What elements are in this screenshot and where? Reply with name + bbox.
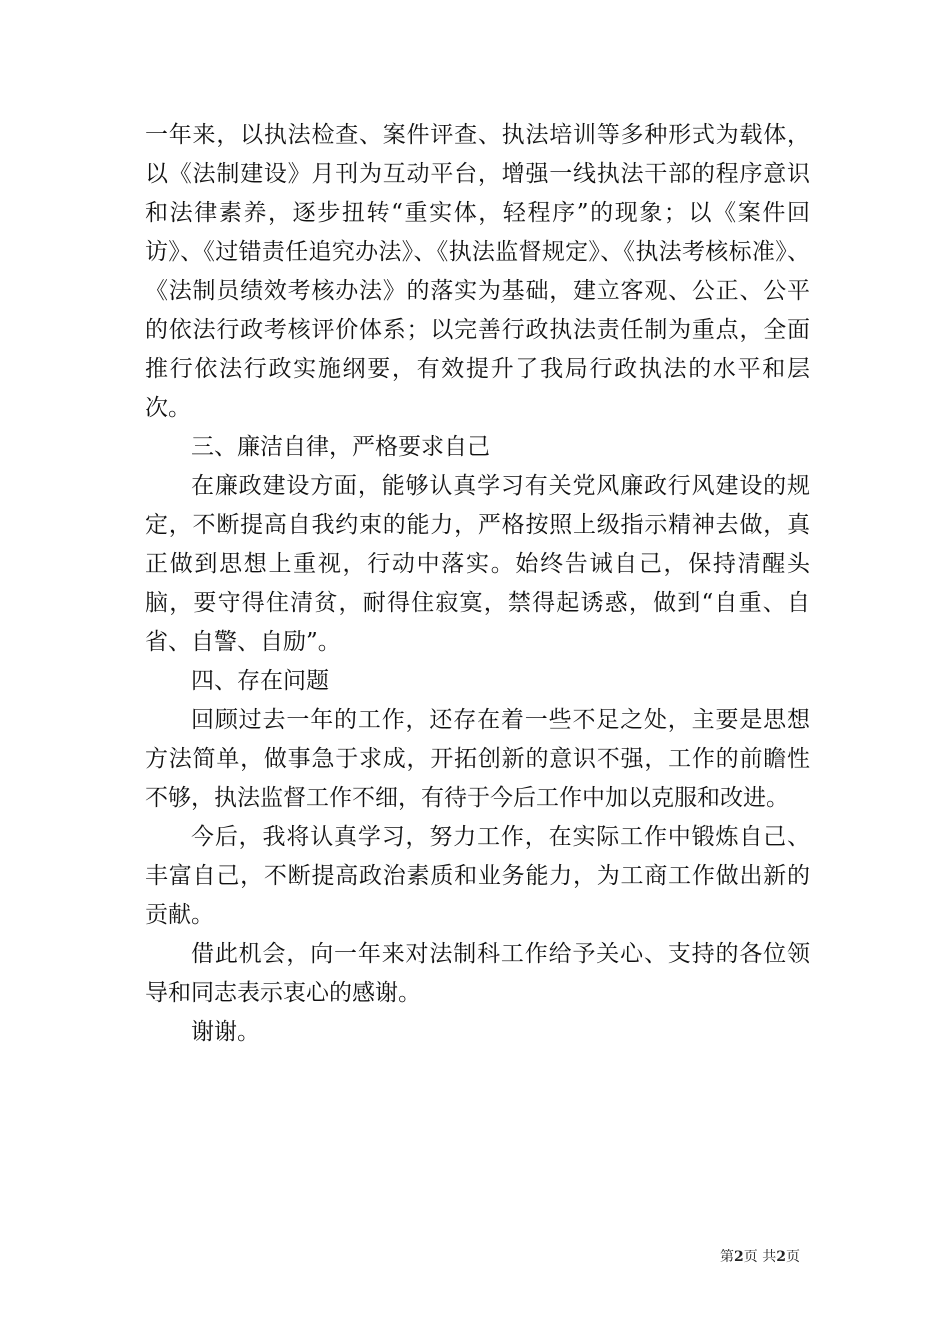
closing-thanks: 谢谢。 (191, 1019, 260, 1045)
paragraph-2: 在廉政建设方面，能够认真学习有关党风廉政行风建设的规定，不断提高自我约束的能力，严格按照上级指示精神去做，真正做到思想上重视，行动中落实。始终告诫自己，保持清醒头脑，要守得住清贫，耐得住寂寞，禁得起诱惑，做到“自重、自省、自警、自励”。 (145, 473, 810, 655)
footer-current-page: 2 (734, 1249, 744, 1265)
paragraph-5: 借此机会，向一年来对法制科工作给予关心、支持的各位领导和同志表示衷心的感谢。 (145, 941, 810, 1006)
footer-total-pages: 2 (776, 1249, 786, 1265)
paragraph-3: 回顾过去一年的工作，还存在着一些不足之处，主要是思想方法简单，做事急于求成，开拓创新的意识不强，工作的前瞻性不够，执法监督工作不细，有待于今后工作中加以克服和改进。 (145, 707, 810, 811)
section-heading-3: 三、廉洁自律，严格要求自己 (191, 434, 490, 460)
footer-middle: 页 共 (743, 1249, 777, 1265)
footer-suffix: 页 (785, 1249, 800, 1265)
footer-prefix: 第 (720, 1249, 734, 1265)
paragraph-1: 一年来，以执法检查、案件评查、执法培训等多种形式为载体，以《法制建设》月刊为互动平台，增强一线执法干部的程序意识和法律素养，逐步扭转“重实体，轻程序”的现象；以《案件回访》、《过错责任追究办法》、《执法监督规定》、《执法考核标准》、《法制员绩效考核办法》的落实为基础，建立客观、公正、公平的依法行政考核评价体系；以完善行政执法责任制为重点，全面推行依法行政实施纲要，有效提升了我局行政执法的水平和层次。 (145, 122, 810, 421)
paragraph-4: 今后，我将认真学习，努力工作，在实际工作中锻炼自己、丰富自己，不断提高政治素质和业务能力，为工商工作做出新的贡献。 (145, 824, 810, 928)
section-heading-4: 四、存在问题 (191, 668, 329, 694)
document-body (145, 116, 810, 1052)
page-footer (720, 1247, 800, 1267)
